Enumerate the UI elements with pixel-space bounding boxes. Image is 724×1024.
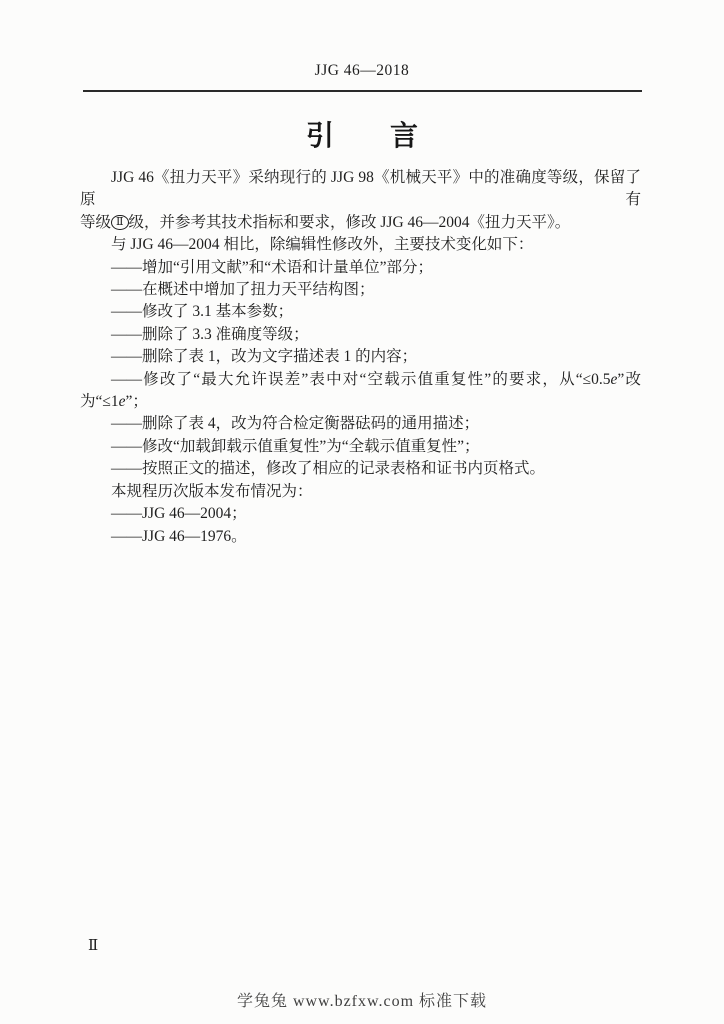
change-item: ——删除了 3.3 准确度等级；	[111, 325, 309, 343]
change-item-mpe-line-1	[80, 369, 641, 391]
history-item: ——JJG 46—2004；	[111, 505, 247, 523]
history-lead: 本规程历次版本发布情况为：	[111, 482, 313, 500]
intro-line2-post: 级，并参考其技术指标和要求，修改 JJG 46—2004《扭力天平》。	[128, 213, 571, 231]
mpe-line2-variable-e: e	[118, 393, 126, 411]
change-item: ——在概述中增加了扭力天平结构图；	[111, 281, 375, 299]
page-number: Ⅱ	[88, 938, 99, 954]
mpe-line1-variable-e: e	[610, 370, 618, 388]
change-item: ——修改了 3.1 基本参数；	[111, 303, 294, 321]
change-item: ——修改“加载卸载示值重复性”为“全载示值重复性”；	[111, 437, 480, 455]
header-doc-code: JJG 46—2018	[314, 62, 410, 79]
mpe-line1-tail: ”改	[617, 370, 641, 388]
history-item: ——JJG 46—1976。	[111, 527, 247, 545]
header-rule	[83, 90, 642, 92]
change-item: ——按照正文的描述，修改了相应的记录表格和证书内页格式。	[111, 460, 546, 478]
mpe-line2-text: 为“≤1	[80, 393, 119, 411]
intro-paragraph-line-1: JJG 46《扭力天平》采纳现行的 JJG 98《机械天平》中的准确度等级，保留了原有	[80, 169, 641, 209]
change-item: ——删除了表 4，改为符合检定衡器砝码的通用描述；	[111, 415, 480, 433]
change-item: ——增加“引用文献”和“术语和计量单位”部分；	[111, 258, 434, 276]
intro-paragraph-2: 与 JJG 46—2004 相比，除编辑性修改外，主要技术变化如下：	[111, 236, 534, 254]
change-item: ——删除了表 1，改为文字描述表 1 的内容；	[111, 348, 418, 366]
watermark-text: 学兔兔 www.bzfxw.com 标准下载	[236, 993, 488, 1010]
accuracy-class-circle: Ⅱ	[111, 215, 128, 230]
section-title: 引 言	[305, 120, 418, 151]
mpe-line2-tail: ”；	[125, 393, 148, 411]
mpe-line1-text: ——修改了“最大允许误差”表中对“空载示值重复性”的要求，从“≤0.5	[111, 370, 611, 388]
change-item-mpe-line-2	[80, 391, 641, 413]
document-body	[80, 167, 641, 548]
intro-paragraph-line-2	[80, 212, 641, 234]
intro-line2-pre: 等级	[80, 213, 112, 231]
